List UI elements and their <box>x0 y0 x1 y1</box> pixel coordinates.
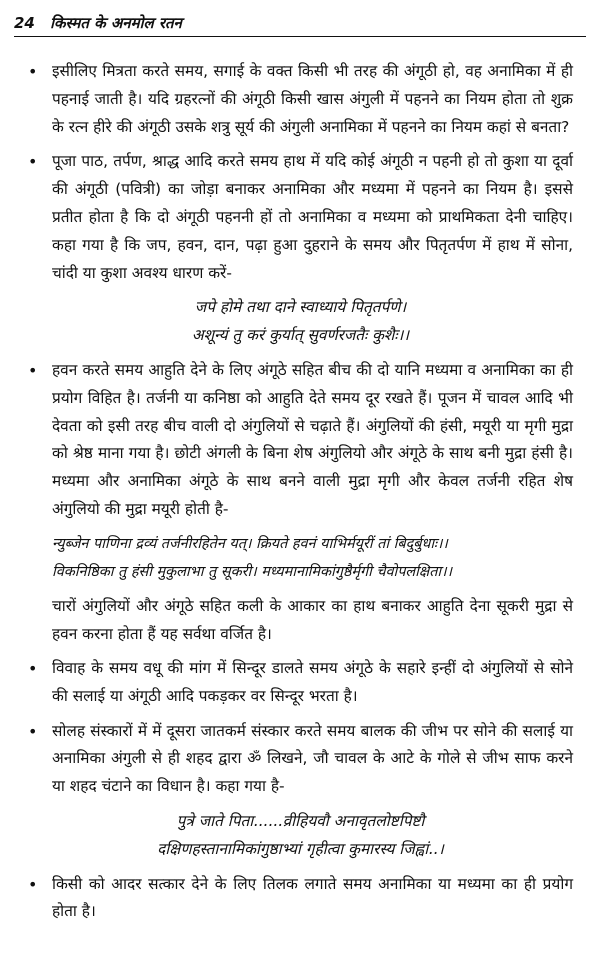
bullet-paragraph-3: • हवन करते समय आहुति देने के लिए अंगूठे सहित बीच की दो यानि मध्यमा व अनामिका का ही प्रयोग विहित है। तर्जनी या कनिष्ठा को आहुति देते समय दूर रखते हैं। पूजन में चावल आदि भी देवता को इसी तरह बीच वाली दो अंगुलियों से चढ़ाते हैं। अंगुलियों की हंसी, मयूरी या मृगी मुद्रा को श्रेष्ठ माना गया है। छोटी अंगली के बिना शेष अंगुलियो और अंगूठे के साथ बनी मुद्रा हंसी है। मध्यमा और अनामिका अंगूठे के साथ बनने वाली मुद्रा मृगी और केवल तर्जनी रहित शेष अंगुलियो की मुद्रा मयूरी होती है- <box>28 357 573 524</box>
page-number: 24 <box>14 14 35 32</box>
mudra-paragraph: चारों अंगुलियों और अंगूठे सहित कली के आकार का हाथ बनाकर आहुति देना सूकरी मुद्रा से हवन करना होता हैं यह सर्वथा वर्जित है। <box>52 597 573 644</box>
verse-3-line-2: दक्षिणहस्तानामिकांगुष्ठाभ्यां गृहीत्वा कुमारस्य जिह्वां..। <box>157 839 444 858</box>
bullet-paragraph-2: • पूजा पाठ, तर्पण, श्राद्ध आदि करते समय हाथ में यदि कोई अंगूठी न पहनी हो तो कुशा या दूर्वा की अंगूठी (पवित्री) का जोड़ा बनाकर अनामिका और मध्यमा में पहनने का नियम है। इससे प्रतीत होता है कि दो अंगूठी पहननी हों तो अनामिका व मध्यमा को प्राथमिकता देनी चाहिए। कहा गया है कि जप, हवन, दान, पढ़ा हुआ दुहराने के समय और पितृतर्पण में हाथ में सोना, चांदी या कुशा अवश्य धारण करें- <box>28 148 573 287</box>
sanskrit-verse-3 <box>28 808 573 864</box>
verse-3-line-1: पुत्रे जाते पिता......व्रीहियवौ अनावृतलोष्टपिष्टौ <box>176 811 425 830</box>
book-title: किस्मत के अनमोल रतन <box>50 14 182 32</box>
verse-2-line-2: विकनिष्ठिका तु हंसी मुकुलाभा तु सूकरी। मध्यमानामिकांगुष्ठैर्मृगी चैवोपलक्षिता।। <box>52 563 453 580</box>
page-body <box>28 58 573 933</box>
sanskrit-verse-1 <box>28 294 573 350</box>
verse-2-line-1: न्युब्जेन पाणिना द्रव्यं तर्जनीरहितेन यत्। क्रियते हवनं याभिर्मयूरीं तां बिदुर्बुधाः।। <box>52 535 448 552</box>
bullet-paragraph-6: • किसी को आदर सत्कार देने के लिए तिलक लगाते समय अनामिका या मध्यमा का ही प्रयोग होता है। <box>28 871 573 927</box>
verse-1-line-1: जपे होमे तथा दाने स्वाध्याये पितृतर्पणे। <box>194 298 407 317</box>
bullet-paragraph-1: • इसीलिए मित्रता करते समय, सगाई के वक्त किसी भी तरह की अंगूठी हो, वह अनामिका में ही पहनाई जाती है। यदि ग्रहरत्नों की अंगूठी किसी खास अंगुली में पहनने का नियम होता तो शुक्र के रत्न हीरे की अंगूठी उसके शत्रु सूर्य की अंगुली अनामिका में पहनने का नियम कहां से बनता? <box>28 58 573 141</box>
page-header <box>14 12 586 37</box>
verse-1-line-2: अशून्यं तु करं कुर्यात् सुवर्णरजतैः कुशैः।। <box>191 326 410 345</box>
bullet-paragraph-5: • सोलह संस्कारों में में दूसरा जातकर्म संस्कार करते समय बालक की जीभ पर सोने की सलाई या अनामिका अंगुली से ही शहद द्वारा ॐ लिखने, जौ चावल के आटे के गोले से जीभ साफ करने या शहद चंटाने का विधान है। कहा गया है- <box>28 718 573 801</box>
bullet-paragraph-4: • विवाह के समय वधू की मांग में सिन्दूर डालते समय अंगूठे के सहारे इन्हीं दो अंगुलियों से सोने की सलाई या अंगूठी आदि पकड़कर वर सिन्दूर भरता है। <box>28 655 573 711</box>
sanskrit-verse-2 <box>28 531 573 587</box>
